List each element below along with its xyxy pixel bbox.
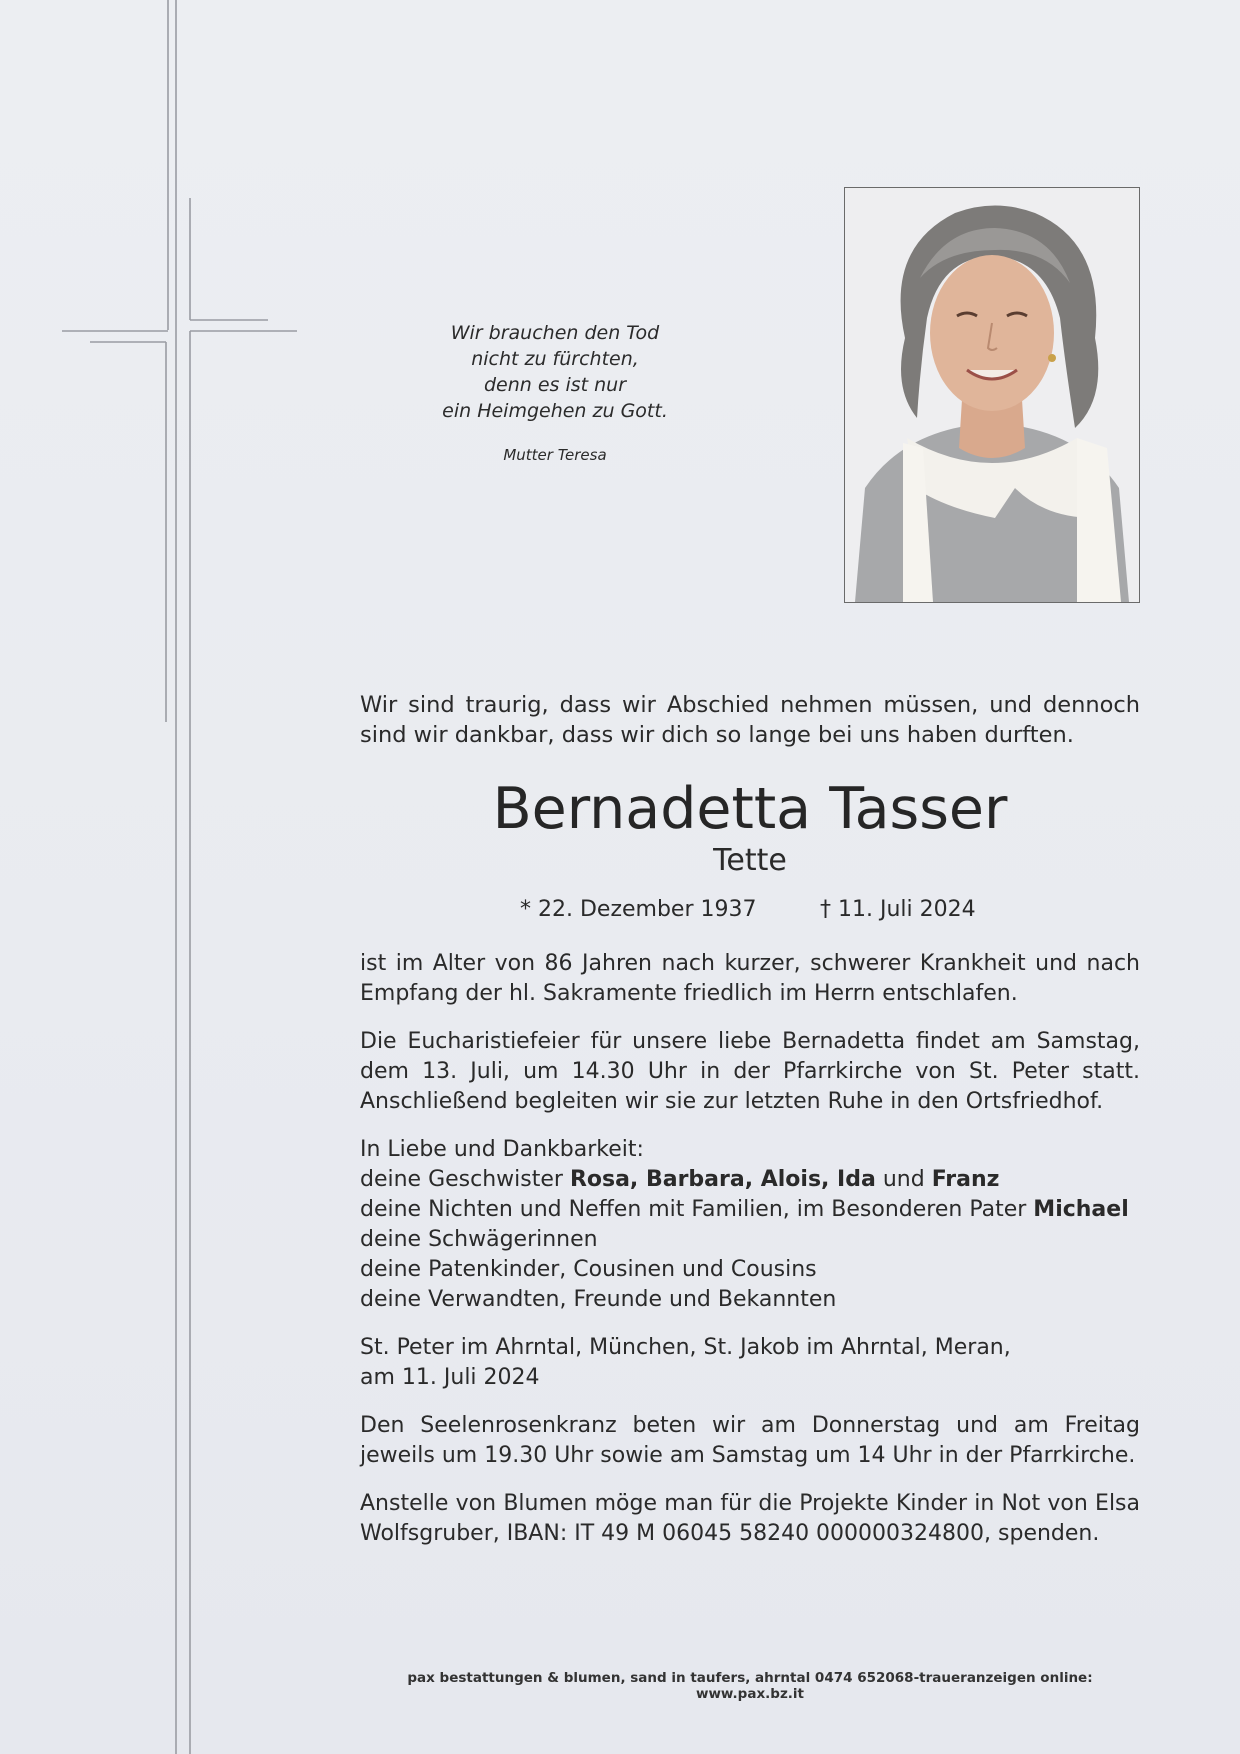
mourners-siblings	[360, 1165, 1140, 1195]
siblings-prefix: deine Geschwister	[360, 1167, 570, 1192]
deceased-name: Bernadetta Tasser	[492, 776, 1008, 842]
deceased-nickname: Tette	[713, 843, 787, 878]
portrait-photo	[844, 187, 1140, 603]
mourners-line: deine Patenkinder, Cousinen und Cousins	[360, 1257, 817, 1282]
funeral-text: Die Eucharistiefeier für unsere liebe Bernadetta findet am Samstag, dem 13. Juli, um 14.30 Uhr in der Pfarrkirche von St. Peter statt. Anschließend begleiten wir sie zur letzten Ruhe in den Ortsfriedhof.	[360, 1029, 1140, 1114]
mourners-list	[360, 1135, 1140, 1315]
portrait-illustration	[845, 188, 1139, 602]
siblings-last-name: Franz	[931, 1167, 1000, 1192]
funeral-home-footer: pax bestattungen & blumen, sand in taufers, ahrntal 0474 652068-traueranzeigen online: www.pax.bz.it	[407, 1670, 1093, 1702]
life-dates	[360, 895, 1140, 925]
quote-line: ein Heimgehen zu Gott.	[442, 400, 668, 422]
place-date	[360, 1333, 1140, 1393]
obituary-content	[360, 690, 1140, 1549]
quote-author: Mutter Teresa	[503, 446, 607, 464]
quote-line: denn es ist nur	[483, 374, 627, 396]
mourners-line: deine Schwägerinnen	[360, 1227, 598, 1252]
birth-date: * 22. Dezember 1937	[520, 897, 757, 922]
date-line: am 11. Juli 2024	[360, 1365, 540, 1390]
death-date: † 11. Juli 2024	[820, 897, 976, 922]
siblings-and: und	[875, 1167, 932, 1192]
cross-ornament	[0, 0, 300, 1754]
mourners-line: deine Verwandten, Freunde und Bekannten	[360, 1287, 837, 1312]
quote-line: nicht zu fürchten,	[471, 348, 639, 370]
donation-text: Anstelle von Blumen möge man für die Projekte Kinder in Not von Elsa Wolfsgruber, IBAN: IT 49 M 06045 58240 000000324800, spenden.	[360, 1491, 1140, 1546]
nieces-prefix: deine Nichten und Neffen mit Familien, im Besonderen Pater	[360, 1197, 1034, 1222]
passing-text: ist im Alter von 86 Jahren nach kurzer, schwerer Krankheit und nach Empfang der hl. Sakramente friedlich im Herrn entschlafen.	[360, 951, 1140, 1006]
quote-block	[380, 320, 730, 468]
siblings-names: Rosa, Barbara, Alois, Ida	[569, 1167, 876, 1192]
rosary-text: Den Seelenrosenkranz beten wir am Donnerstag und am Freitag jeweils um 19.30 Uhr sowie am Samstag um 14 Uhr in der Pfarrkirche.	[360, 1413, 1140, 1468]
nieces-name: Michael	[1033, 1197, 1129, 1222]
place-line: St. Peter im Ahrntal, München, St. Jakob im Ahrntal, Meran,	[360, 1335, 1011, 1360]
mourners-nieces	[360, 1195, 1140, 1225]
quote-line: Wir brauchen den Tod	[450, 322, 660, 344]
intro-text: Wir sind traurig, dass wir Abschied nehmen müssen, und dennoch sind wir dankbar, dass wir dich so lange bei uns haben durften.	[360, 692, 1140, 748]
mourners-heading: In Liebe und Dankbarkeit:	[360, 1137, 644, 1162]
